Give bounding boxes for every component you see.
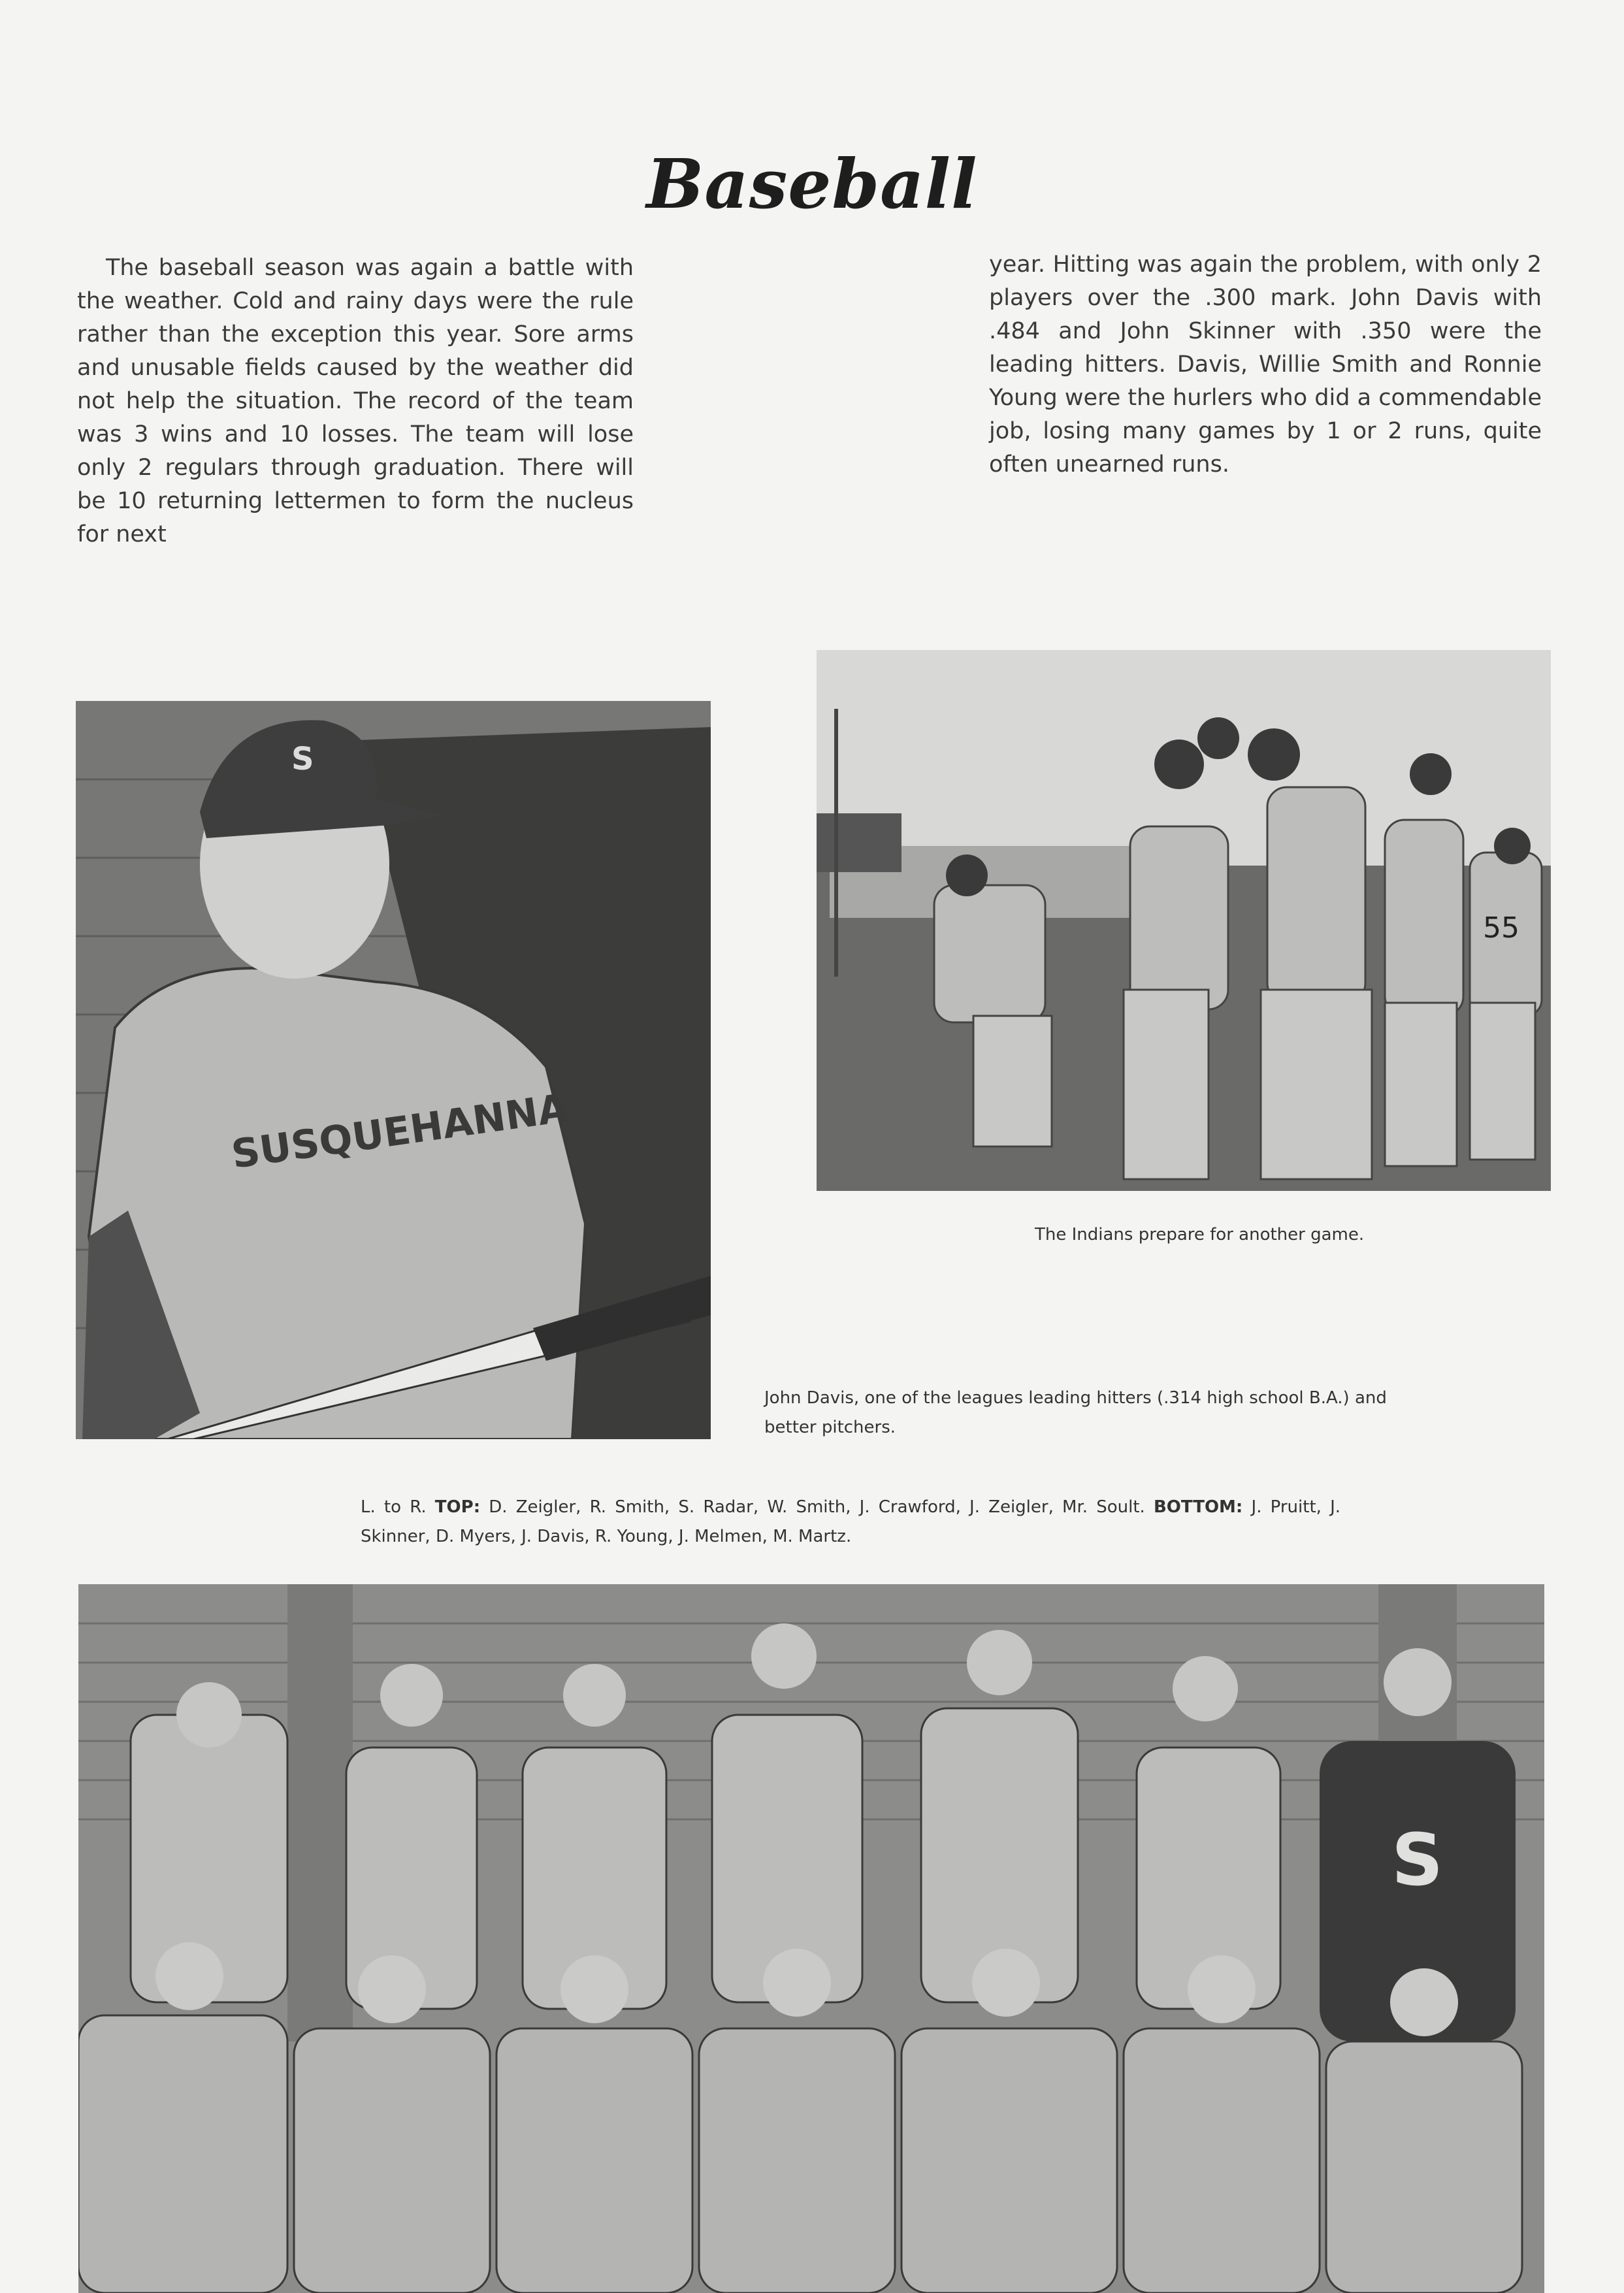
portrait-caption: John Davis, one of the leagues leading hitters (.314 high school B.A.) and better pitchers. bbox=[764, 1388, 1387, 1437]
team-caption-bottom-names: J. Pruitt, J. Skinner, D. Myers, J. Davis, R. Young, J. Melmen, M. Martz. bbox=[361, 1497, 1341, 1546]
team-caption bbox=[361, 1493, 1340, 1552]
team-photo bbox=[78, 1584, 1544, 2293]
team-caption-bottom-label: BOTTOM: bbox=[1153, 1497, 1243, 1517]
team-caption-top-label: TOP: bbox=[434, 1497, 481, 1517]
jersey-text: SUSQUEHANNA bbox=[229, 1085, 572, 1178]
team-caption-top-names: D. Zeigler, R. Smith, S. Radar, W. Smith, J. Crawford, J. Zeigler, Mr. Soult. bbox=[489, 1497, 1145, 1517]
body-text-left: The baseball season was again a battle with the weather. Cold and rainy days were the rule rather than the exception this year. Sore arms and unusable fields caused by the weather did not help the situation. The record of the team was 3 wins and 10 losses. The team will lose only 2 regulars through graduation. There will be 10 returning lettermen to form the nucleus for next bbox=[77, 255, 634, 547]
team-caption-prefix: L. to R. bbox=[361, 1497, 427, 1517]
portrait-photo bbox=[76, 701, 711, 1439]
jersey-number: 55 bbox=[1483, 911, 1519, 945]
page-title: Baseball bbox=[646, 144, 978, 224]
jacket-letter: S bbox=[1391, 1818, 1444, 1902]
cap-letter: S bbox=[291, 741, 314, 777]
practice-photo bbox=[817, 650, 1551, 1191]
body-text-right: year. Hitting was again the problem, with only 2 players over the .300 mark. John Davis with .484 and John Skinner with .350 were the leading hitters. Davis, Willie Smith and Ronnie Young were the hurlers who did a commendable job, losing many games by 1 or 2 runs, quite often unearned runs. bbox=[989, 252, 1542, 478]
practice-caption: The Indians prepare for another game. bbox=[1035, 1225, 1365, 1244]
